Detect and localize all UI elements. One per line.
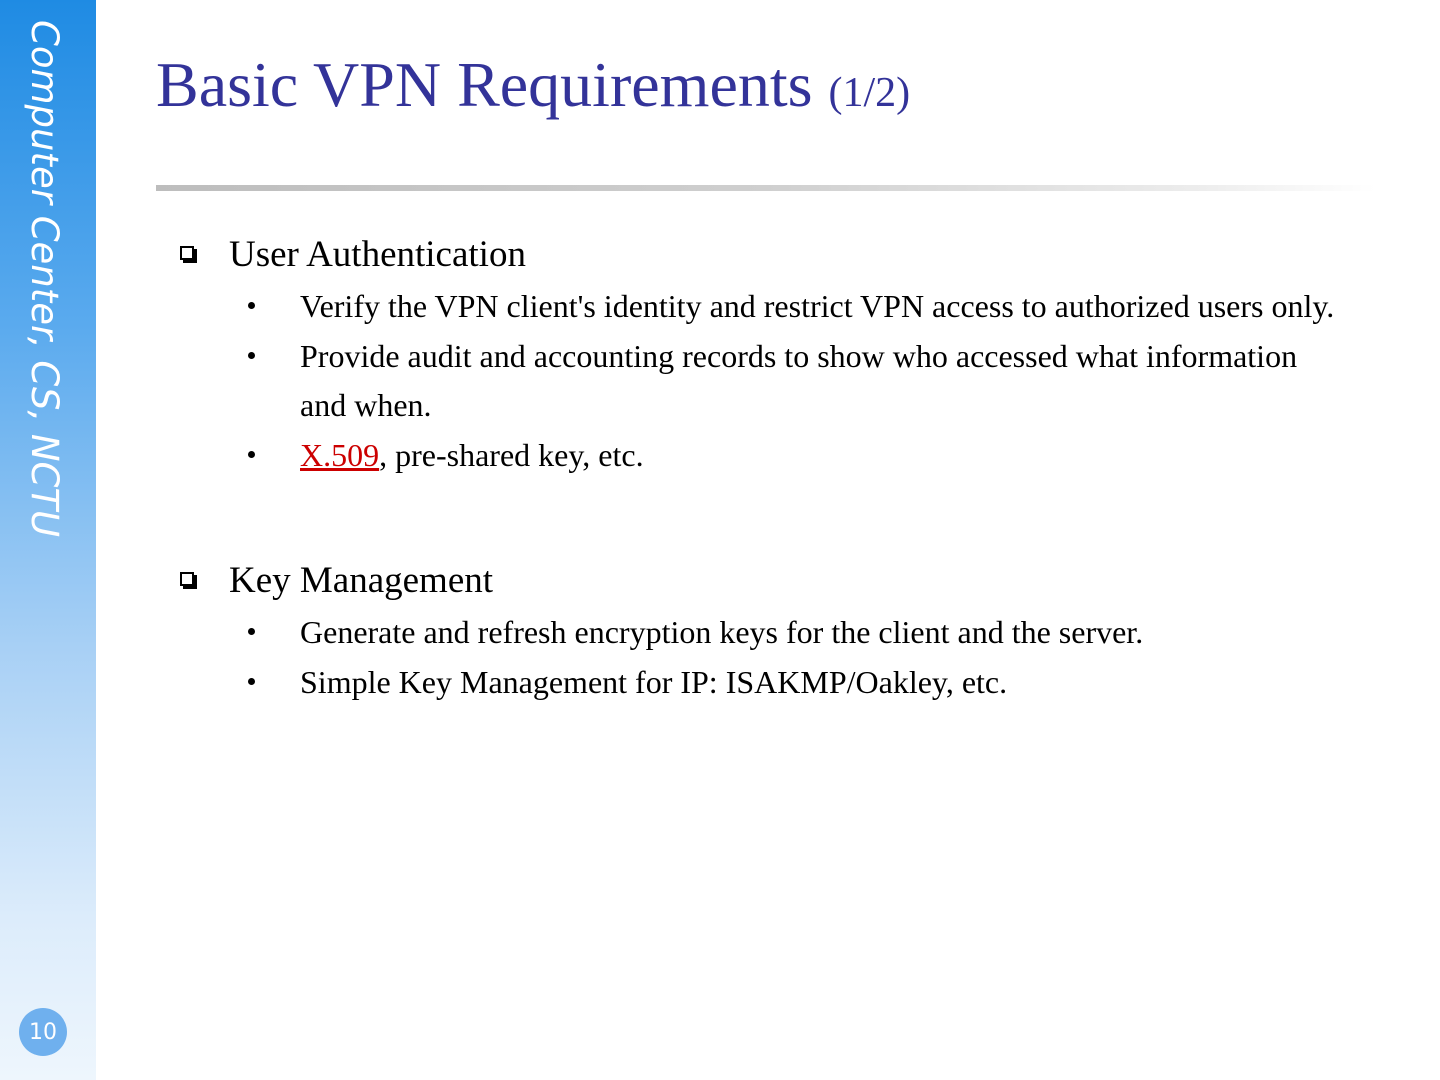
sidebar-organization-label: Computer Center, CS, NCTU xyxy=(23,20,66,538)
section-key-management xyxy=(178,558,1338,707)
x509-link[interactable]: X.509 xyxy=(300,436,380,473)
bullet-dot-icon xyxy=(248,628,255,635)
section-heading xyxy=(178,232,1338,278)
bullet-dot-icon xyxy=(248,678,255,685)
bullet-text: Provide audit and accounting records to show who accessed what information and when. xyxy=(300,337,1298,423)
section-user-authentication xyxy=(178,232,1338,480)
bullet-list xyxy=(178,282,1338,480)
slide-title xyxy=(156,50,910,120)
sidebar xyxy=(0,0,96,1080)
bullet-text: , pre-shared key, etc. xyxy=(379,436,644,473)
bullet-item xyxy=(178,431,1338,481)
slide-title-part: (1/2) xyxy=(828,70,911,116)
bullet-dot-icon xyxy=(248,352,255,359)
bullet-text: Verify the VPN client's identity and restrict VPN access to authorized users only. xyxy=(300,288,1335,324)
bullet-dot-icon xyxy=(248,451,255,458)
section-heading-text: User Authentication xyxy=(229,234,526,275)
bullet-item xyxy=(178,282,1338,332)
checkbox-bullet-icon xyxy=(180,246,194,260)
bullet-text: Simple Key Management for IP: ISAKMP/Oakley, etc. xyxy=(300,663,1008,700)
page-number-badge: 10 xyxy=(19,1008,67,1056)
bullet-item xyxy=(178,332,1338,431)
checkbox-bullet-icon xyxy=(180,572,194,586)
slide-content xyxy=(178,232,1338,707)
bullet-list xyxy=(178,608,1338,707)
bullet-dot-icon xyxy=(248,302,255,309)
section-heading xyxy=(178,558,1338,604)
section-heading-text: Key Management xyxy=(229,560,494,601)
bullet-item xyxy=(178,608,1338,658)
bullet-text: Generate and refresh encryption keys for the client and the server. xyxy=(300,614,1144,650)
title-divider xyxy=(156,185,1376,191)
slide-title-main: Basic VPN Requirements xyxy=(156,49,813,120)
bullet-item xyxy=(178,658,1338,708)
